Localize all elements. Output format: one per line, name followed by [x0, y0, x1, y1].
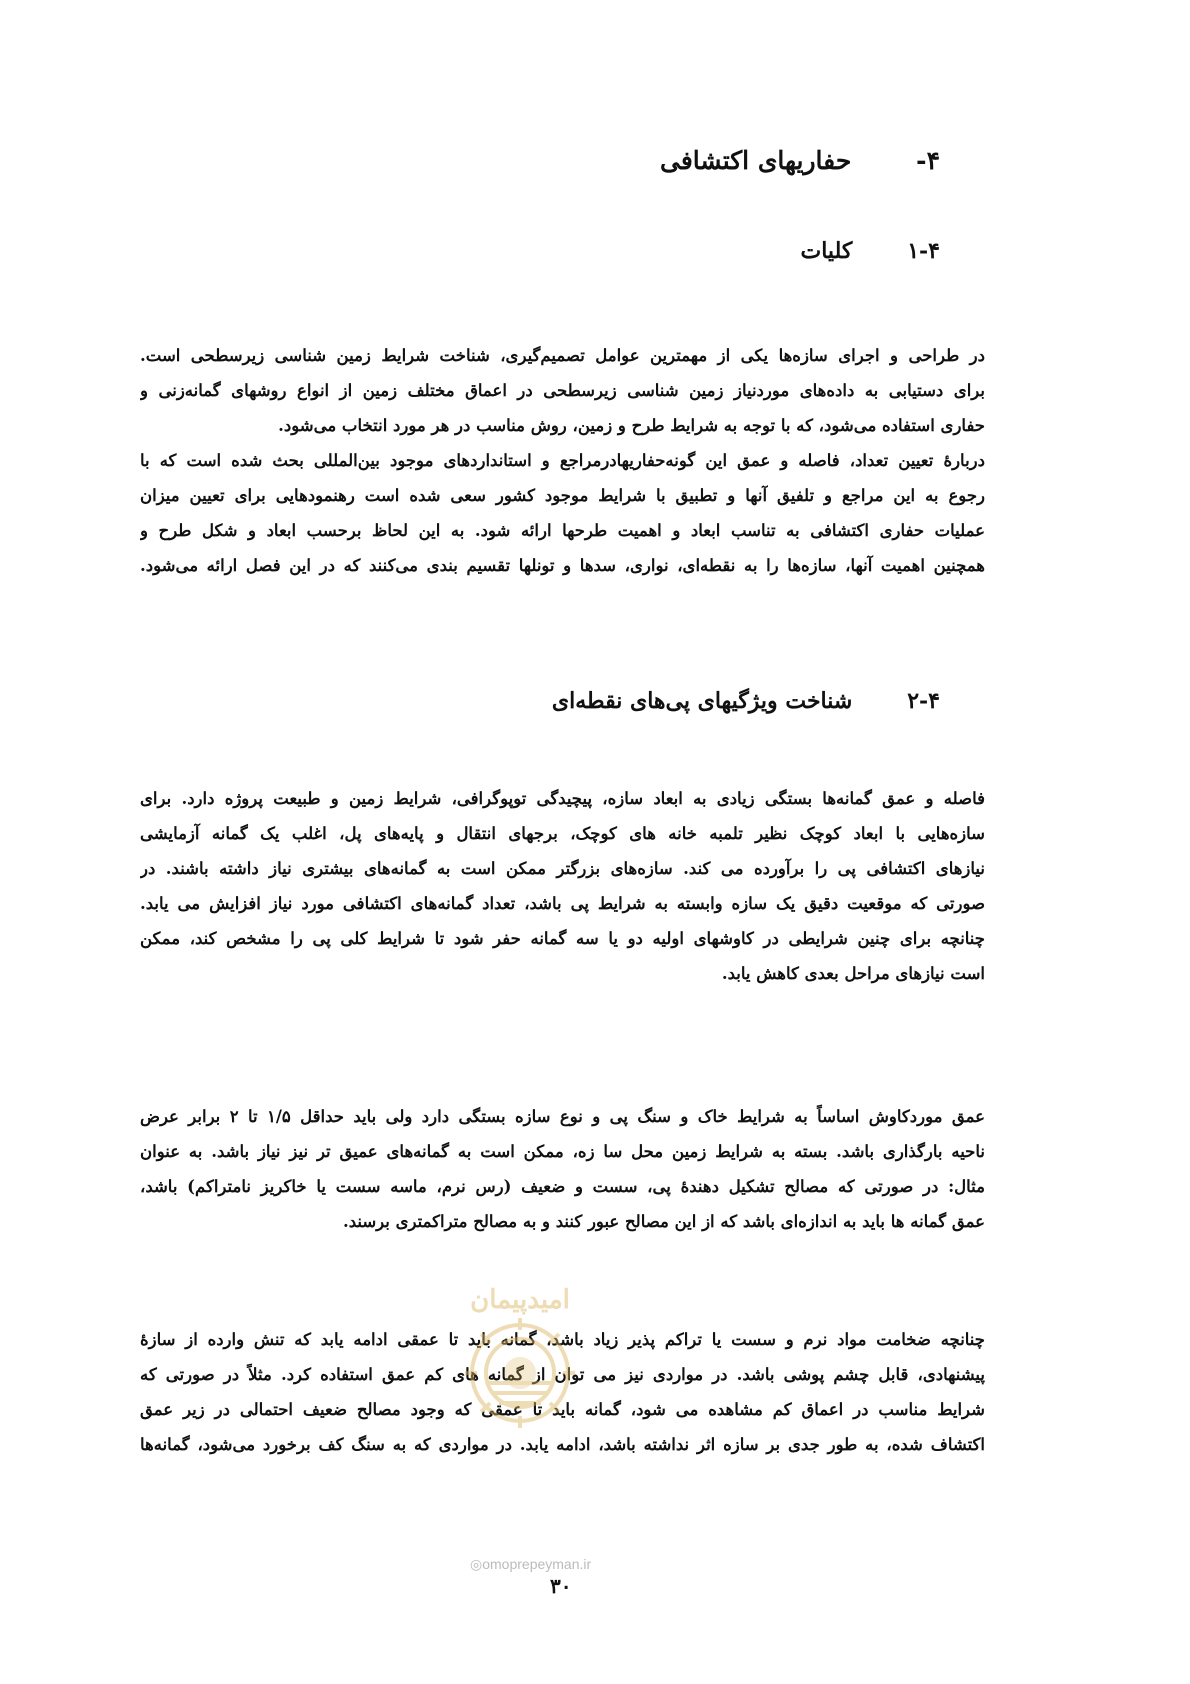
subsection-title: کلیات: [800, 238, 853, 264]
paragraph-soft-material: [140, 1322, 985, 1462]
section-title: حفاریهای اکتشافی: [660, 146, 852, 175]
subsection-number: ۲-۴: [907, 688, 940, 714]
text-line: نیازهای اکتشافی پی را برآورده می کند. سازه‌های بزرگتر ممکن است به گمانه‌های بیشتری نیاز داشته باشند. در: [140, 859, 985, 878]
watermark-url-text: omoprepeyman.ir: [482, 1556, 592, 1572]
text-line: حفاری استفاده می‌شود، که با توجه به شرایط طرح و زمین، روش مناسب در هر مورد انتخاب می‌شود.: [278, 416, 985, 435]
text-line: چنانچه برای چنین شرایطی در کاوشهای اولیه دو یا سه گمانه حفر شود تا شرایط کلی پی را مشخص کند، ممکن: [140, 929, 985, 948]
text-line: فاصله و عمق گمانه‌ها بستگی زیادی به ابعاد سازه، پیچیدگی توپوگرافی، شرایط زمین و طبیعت پروژه دارد. برای: [140, 789, 985, 808]
subsection-heading-4-2: [552, 688, 940, 714]
section-heading-4: [660, 146, 940, 175]
text-line: عمق گمانه ها باید به اندازه‌ای باشد که از این مصالح عبور کنند و به مصالح متراکمتری برسند.: [342, 1212, 985, 1231]
watermark-text: امیدپیمان: [470, 1285, 570, 1315]
text-line: در طراحی و اجرای سازه‌ها یکی از مهمترین عوامل تصمیم‌گیری، شناخت شرایط زمین شناسی زیرسطحی است.: [140, 346, 985, 365]
subsection-title: شناخت ویژگیهای پی‌های نقطه‌ای: [551, 688, 853, 714]
text-line: برای دستیابی به داده‌های موردنیاز زمین شناسی زیرسطحی در اعماق مختلف زمین از انواع روشهای گمانه‌زنی و: [140, 381, 985, 400]
text-line: مثال: در صورتی که مصالح تشکیل دهندهٔ پی، سست و ضعیف (رس نرم، ماسه سست یا خاکریز نامتراکم) باشد،: [140, 1177, 985, 1196]
paragraph-borehole-spacing: [140, 781, 985, 991]
text-line: رجوع به این مراجع و تلفیق آنها و تطبیق با شرایط موجود کشور سعی شده است رهنمودهایی برای تعیین میزان: [140, 486, 985, 505]
text-line: چنانچه ضخامت مواد نرم و سست یا تراکم پذیر زیاد باشد، گمانه باید تا عمقی ادامه یابد که تنش وارده از سازهٔ: [140, 1330, 985, 1349]
watermark-url: [470, 1556, 591, 1573]
section-number: ۴-: [916, 146, 940, 175]
text-line: پیشنهادی، قابل چشم پوشی باشد. در مواردی نیز می توان از گمانه های کم عمق استفاده کرد. مثلاً در صورتی که: [140, 1365, 985, 1384]
text-line: شرایط مناسب در اعماق کم مشاهده می شود، گمانه باید تا عمقی که وجود مصالح ضعیف احتمالی در زیر عمق: [140, 1400, 985, 1419]
text-line: همچنین اهمیت آنها، سازه‌ها را به نقطه‌ای، نواری، سدها و تونلها تقسیم بندی می‌کنند که در این فصل ارائه می‌شود.: [140, 556, 985, 575]
text-line: صورتی که موقعیت دقیق یک سازه وابسته به شرایط پی باشد، تعداد گمانه‌های اکتشافی مورد نیاز افزایش می یابد.: [140, 894, 985, 913]
subsection-heading-4-1: [801, 238, 940, 264]
text-line: عمق موردکاوش اساساً به شرایط خاک و سنگ پی و نوع سازه بستگی دارد ولی باید حداقل ۱/۵ تا ۲ برابر عرض: [140, 1107, 985, 1126]
text-line: اکتشاف شده، به طور جدی بر سازه اثر نداشته باشد، ادامه یابد. در مواردی که به سنگ کف برخورد می‌شود، گمانه‌ها: [140, 1435, 985, 1454]
text-line: دربارهٔ تعیین تعداد، فاصله و عمق این گونه‌حفاریهادرمراجع و استانداردهای موجود بین‌المللی بحث شده است که با: [140, 451, 985, 470]
text-line: ناحیه بارگذاری باشد. بسته به شرایط زمین محل سا زه، ممکن است به گمانه‌های عمیق تر نیز نیاز باشد. به عنوان: [140, 1142, 985, 1161]
text-line: سازه‌هایی با ابعاد کوچک نظیر تلمبه خانه های کوچک، برجهای انتقال و پایه‌های پل، اغلب یک گمانه آزمایشی: [140, 824, 985, 843]
page-number: ۳۰: [550, 1574, 572, 1598]
globe-icon: ◎: [470, 1556, 483, 1572]
subsection-number: ۱-۴: [907, 238, 940, 264]
text-line: است نیازهای مراحل بعدی کاهش یابد.: [721, 964, 985, 983]
paragraph-general-intro: [140, 338, 985, 583]
paragraph-exploration-depth: [140, 1099, 985, 1239]
text-line: عملیات حفاری اکتشافی به تناسب ابعاد و اهمیت طرحها ارائه شود. به این لحاظ برحسب ابعاد و شکل طرح و: [140, 521, 985, 540]
